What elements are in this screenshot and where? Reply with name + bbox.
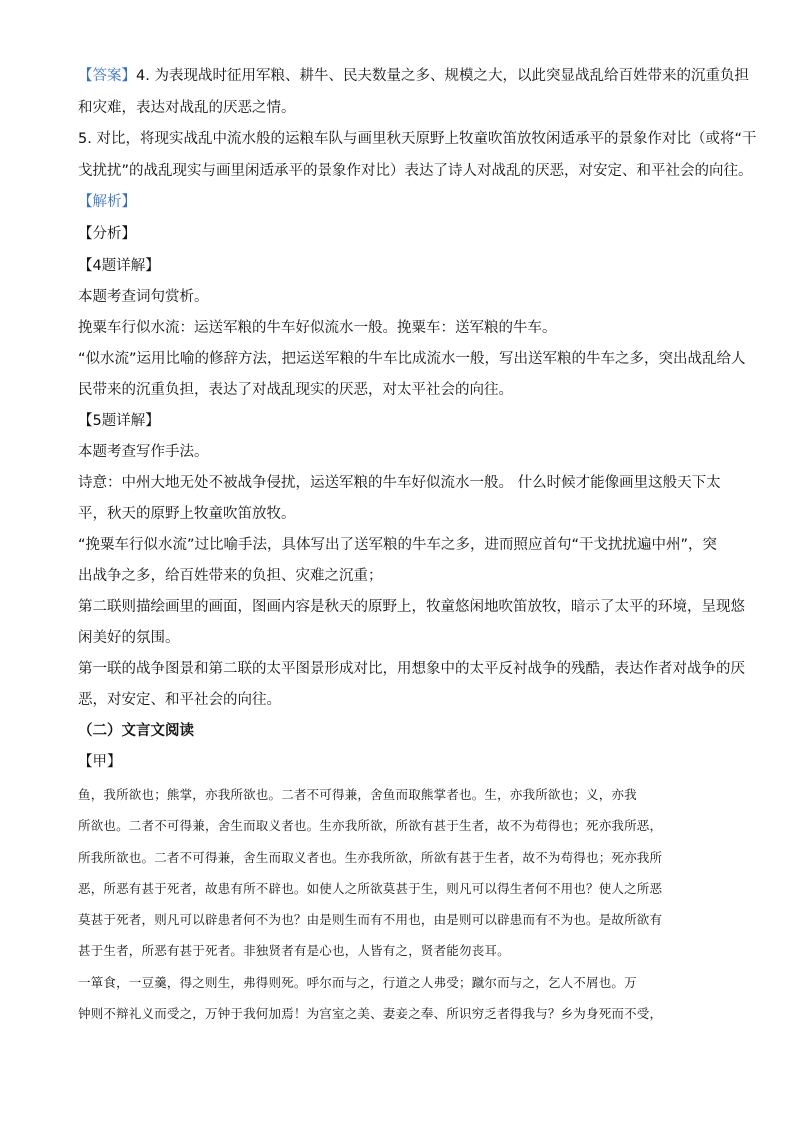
q4-line-4: 民带来的沉重负担，表达了对战乱现实的厌恶，对太平社会的向往。 <box>78 382 513 398</box>
classical-line-5: 莫甚于死者，则凡可以辟患者何不为也？由是则生而有不用也，由是则可以辟患而有不为也。是故所欲有 <box>78 912 663 927</box>
q5-line-2: 诗意：中州大地无处不被战争侵扰，运送军粮的牛车好似流水一般。 什么时候才能像画里这般天下太 <box>78 475 721 491</box>
jia-tag: 【甲】 <box>78 754 122 770</box>
classical-line-3: 所我所欲也。二者不可得兼，舍生而取义者也。生亦我所欲，所欲有甚于生者，故不为苟得也；死亦我所 <box>78 850 663 865</box>
classical-line-2: 所欲也。二者不可得兼，舍生而取义者也。生亦我所欲，所欲有甚于生者，故不为苟得也；死亦我所恶， <box>78 818 663 833</box>
fenxi-tag: 【分析】 <box>78 226 136 242</box>
q5-line-1: 本题考查写作手法。 <box>78 444 209 460</box>
answer-line-3: 5. 对比，将现实战乱中流水般的运粮车队与画里秋天原野上牧童吹笛放牧闲适承平的景象作对比（或将“干 <box>78 131 757 147</box>
classical-line-8: 钟则不辩礼义而受之，万钟于我何加焉！为宫室之美、妻妾之奉、所识穷乏者得我与？乡为身死而不受， <box>78 1006 663 1021</box>
q4-tag: 【4题详解】 <box>78 258 160 274</box>
q5-line-7: 闲美好的氛围。 <box>78 630 180 646</box>
classical-line-4: 恶，所恶有甚于死者，故患有所不辟也。如使人之所欲莫甚于生，则凡可以得生者何不用也？使人之所恶 <box>78 881 663 896</box>
classical-line-7: 一箪食，一豆羹，得之则生，弗得则死。呼尔而与之，行道之人弗受；蹴尔而与之，乞人不屑也。万 <box>78 975 637 990</box>
q5-line-5: 出战争之多，给百姓带来的负担、灾难之沉重； <box>78 568 383 584</box>
section-title: （二）文言文阅读 <box>78 723 194 739</box>
q5-tag: 【5题详解】 <box>78 413 160 429</box>
answer-line-4: 戈扰扰”的战乱现实与画里闲适承平的景象作对比）表达了诗人对战乱的厌恶，对安定、和平社会的向往。 <box>78 163 753 179</box>
q5-line-4: “挽粟车行似水流”过比喻手法，具体写出了送军粮的牛车之多，进而照应首句“干戈扰扰遍中州”，突 <box>78 537 718 553</box>
q4-line-2: 挽粟车行似水流：运送军粮的牛车好似流水一般。挽粟车：送军粮的牛车。 <box>78 320 557 336</box>
q4-line-1: 本题考查词句赏析。 <box>78 289 209 305</box>
answer-tag: 【答案】 <box>78 68 136 84</box>
answer-line-1: 【答案】4. 为表现战时征用军粮、耕牛、民夫数量之多、规模之大，以此突显战乱给百姓带来的沉重负担 <box>78 68 749 84</box>
q5-line-9: 恶，对安定、和平社会的向往。 <box>78 692 281 708</box>
classical-line-6: 甚于生者，所恶有甚于死者。非独贤者有是心也，人皆有之，贤者能勿丧耳。 <box>78 943 510 958</box>
q4-line-3: “似水流”运用比喻的修辞方法，把运送军粮的牛车比成流水一般，写出送军粮的牛车之多，突出战乱给人 <box>78 351 746 367</box>
q5-line-8: 第一联的战争图景和第二联的太平图景形成对比，用想象中的太平反衬战争的残酷，表达作者对战争的厌 <box>78 661 745 677</box>
answer-line-2: 和灾难，表达对战乱的厌恶之情。 <box>78 100 296 116</box>
q5-line-3: 平，秋天的原野上牧童吹笛放牧。 <box>78 506 296 522</box>
classical-line-1: 鱼，我所欲也；熊掌，亦我所欲也。二者不可得兼，舍鱼而取熊掌者也。生，亦我所欲也；义，亦我 <box>78 787 637 802</box>
q5-line-6: 第二联则描绘画里的画面，图画内容是秋天的原野上，牧童悠闲地吹笛放牧，暗示了太平的环境，呈现悠 <box>78 599 745 615</box>
analysis-tag: 【解析】 <box>78 194 136 210</box>
